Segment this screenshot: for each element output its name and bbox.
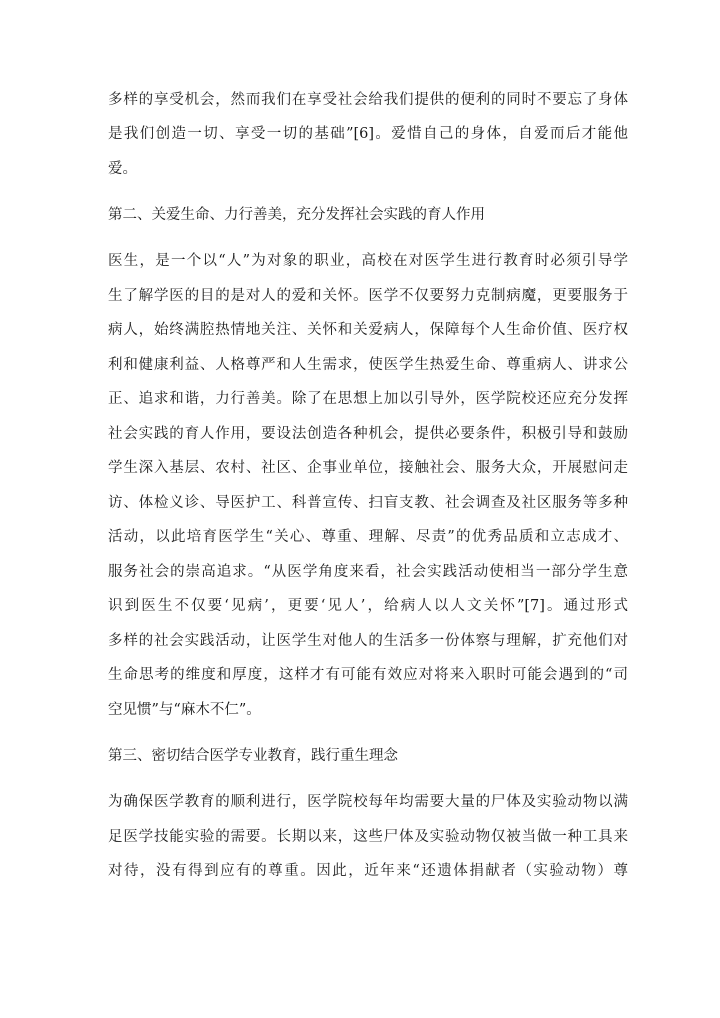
paragraph-line: 生了解学医的目的是对人的爱和关怀。医学不仅要努力克制病魔，更要服务于 <box>108 288 628 304</box>
paragraph-line: 多样的享受机会，然而我们在享受社会给我们提供的便利的同时不要忘了身体 <box>108 92 628 108</box>
paragraph-line: 服务社会的崇高追求。“从医学角度来看，社会实践活动使相当一部分学生意 <box>108 564 628 580</box>
paragraph-line: 社会实践的育人作用，要设法创造各种机会，提供必要条件，积极引导和鼓励 <box>108 426 628 442</box>
paragraph-line: 识到医生不仅要‘见病’，更要‘见人’，给病人以人文关怀”[7]。通过形式 <box>108 598 628 614</box>
paragraph-line: 为确保医学教育的顺利进行，医学院校每年均需要大量的尸体及实验动物以满 <box>108 794 628 810</box>
section-heading: 第二、关爱生命、力行善美，充分发挥社会实践的育人作用 <box>108 207 485 223</box>
paragraph-line: 病人，始终满腔热情地关注、关怀和关爱病人，保障每个人生命价值、医疗权 <box>108 322 628 338</box>
paragraph-line: 对待，没有得到应有的尊重。因此，近年来“还遗体捐献者（实验动物）尊 <box>108 863 628 879</box>
paragraph-line: 医生，是一个以“人”为对象的职业，高校在对医学生进行教育时必须引导学 <box>108 253 628 269</box>
paragraph-line: 空见惯”与“麻木不仁”。 <box>108 702 261 718</box>
paragraph-line: 利和健康利益、人格尊严和人生需求，使医学生热爱生命、尊重病人、讲求公 <box>108 357 628 373</box>
paragraph-line: 学生深入基层、农村、社区、企事业单位，接触社会、服务大众，开展慰问走 <box>108 460 628 476</box>
paragraph-line: 正、追求和谐，力行善美。除了在思想上加以引导外，医学院校还应充分发挥 <box>108 391 628 407</box>
paragraph-line: 多样的社会实践活动，让医学生对他人的生活多一份体察与理解，扩充他们对 <box>108 633 628 649</box>
paragraph-line: 爱。 <box>108 161 137 177</box>
paragraph-line: 是我们创造一切、享受一切的基础”[6]。爱惜自己的身体，自爱而后才能他 <box>108 126 628 142</box>
paragraph-line: 生命思考的维度和厚度，这样才有可能有效应对将来入职时可能会遇到的“司 <box>108 667 628 683</box>
section-heading: 第三、密切结合医学专业教育，践行重生理念 <box>108 748 398 764</box>
paragraph-line: 足医学技能实验的需要。长期以来，这些尸体及实验动物仅被当做一种工具来 <box>108 829 628 845</box>
paragraph-line: 访、体检义诊、导医护工、科普宣传、扫盲支教、社会调查及社区服务等多种 <box>108 495 628 511</box>
paragraph-line: 活动，以此培育医学生“关心、尊重、理解、尽责”的优秀品质和立志成才、 <box>108 529 628 545</box>
